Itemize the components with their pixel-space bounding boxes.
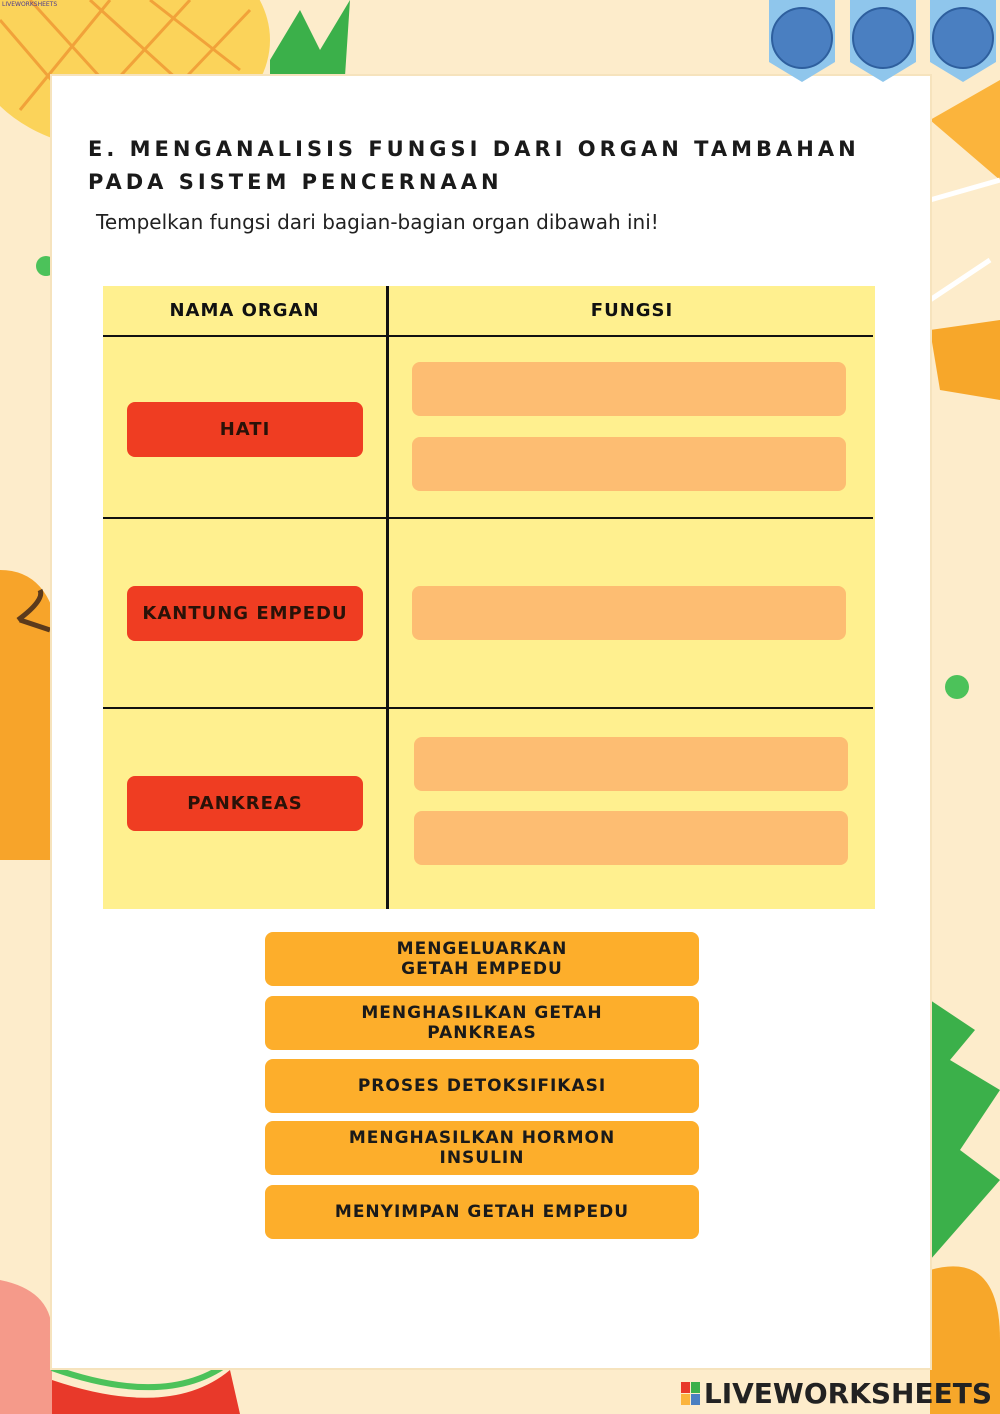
hexagon-badge-icon[interactable]	[850, 0, 916, 82]
choice-card[interactable]: MENGHASILKAN HORMON INSULIN	[265, 1121, 699, 1175]
drop-slot[interactable]	[412, 586, 846, 640]
organ-function-table	[103, 286, 875, 909]
liveworksheets-logo-icon	[681, 1382, 700, 1405]
page-title	[88, 133, 888, 199]
organ-label-hati[interactable]: HATI	[127, 402, 363, 457]
title-line-1: E. MENGANALISIS FUNGSI DARI ORGAN TAMBAHAN	[88, 137, 860, 161]
row-divider	[103, 707, 873, 709]
corner-brand-label: LIVEWORKSHEETS	[2, 1, 58, 8]
drop-slot[interactable]	[412, 437, 846, 491]
drop-slot[interactable]	[414, 737, 848, 791]
choice-card[interactable]: MENGELUARKAN GETAH EMPEDU	[265, 932, 699, 986]
choice-card[interactable]: PROSES DETOKSIFIKASI	[265, 1059, 699, 1113]
choice-card[interactable]: MENYIMPAN GETAH EMPEDU	[265, 1185, 699, 1239]
instruction-text: Tempelkan fungsi dari bagian-bagian organ dibawah ini!	[96, 210, 659, 234]
liveworksheets-logo[interactable]	[681, 1377, 992, 1410]
drop-slot[interactable]	[414, 811, 848, 865]
row-divider	[103, 517, 873, 519]
drop-slot[interactable]	[412, 362, 846, 416]
column-header-function: FUNGSI	[590, 300, 674, 321]
column-header-organ: NAMA ORGAN	[169, 300, 320, 321]
hexagon-badge-icon[interactable]	[930, 0, 996, 82]
row-divider	[103, 335, 873, 337]
organ-label-kantung-empedu[interactable]: KANTUNG EMPEDU	[127, 586, 363, 641]
title-line-2: PADA SISTEM PENCERNAAN	[88, 170, 503, 194]
organ-label-pankreas[interactable]: PANKREAS	[127, 776, 363, 831]
brand-name: LIVEWORKSHEETS	[703, 1377, 992, 1410]
choice-card[interactable]: MENGHASILKAN GETAH PANKREAS	[265, 996, 699, 1050]
hexagon-badge-icon[interactable]	[769, 0, 835, 82]
column-divider	[386, 286, 389, 909]
